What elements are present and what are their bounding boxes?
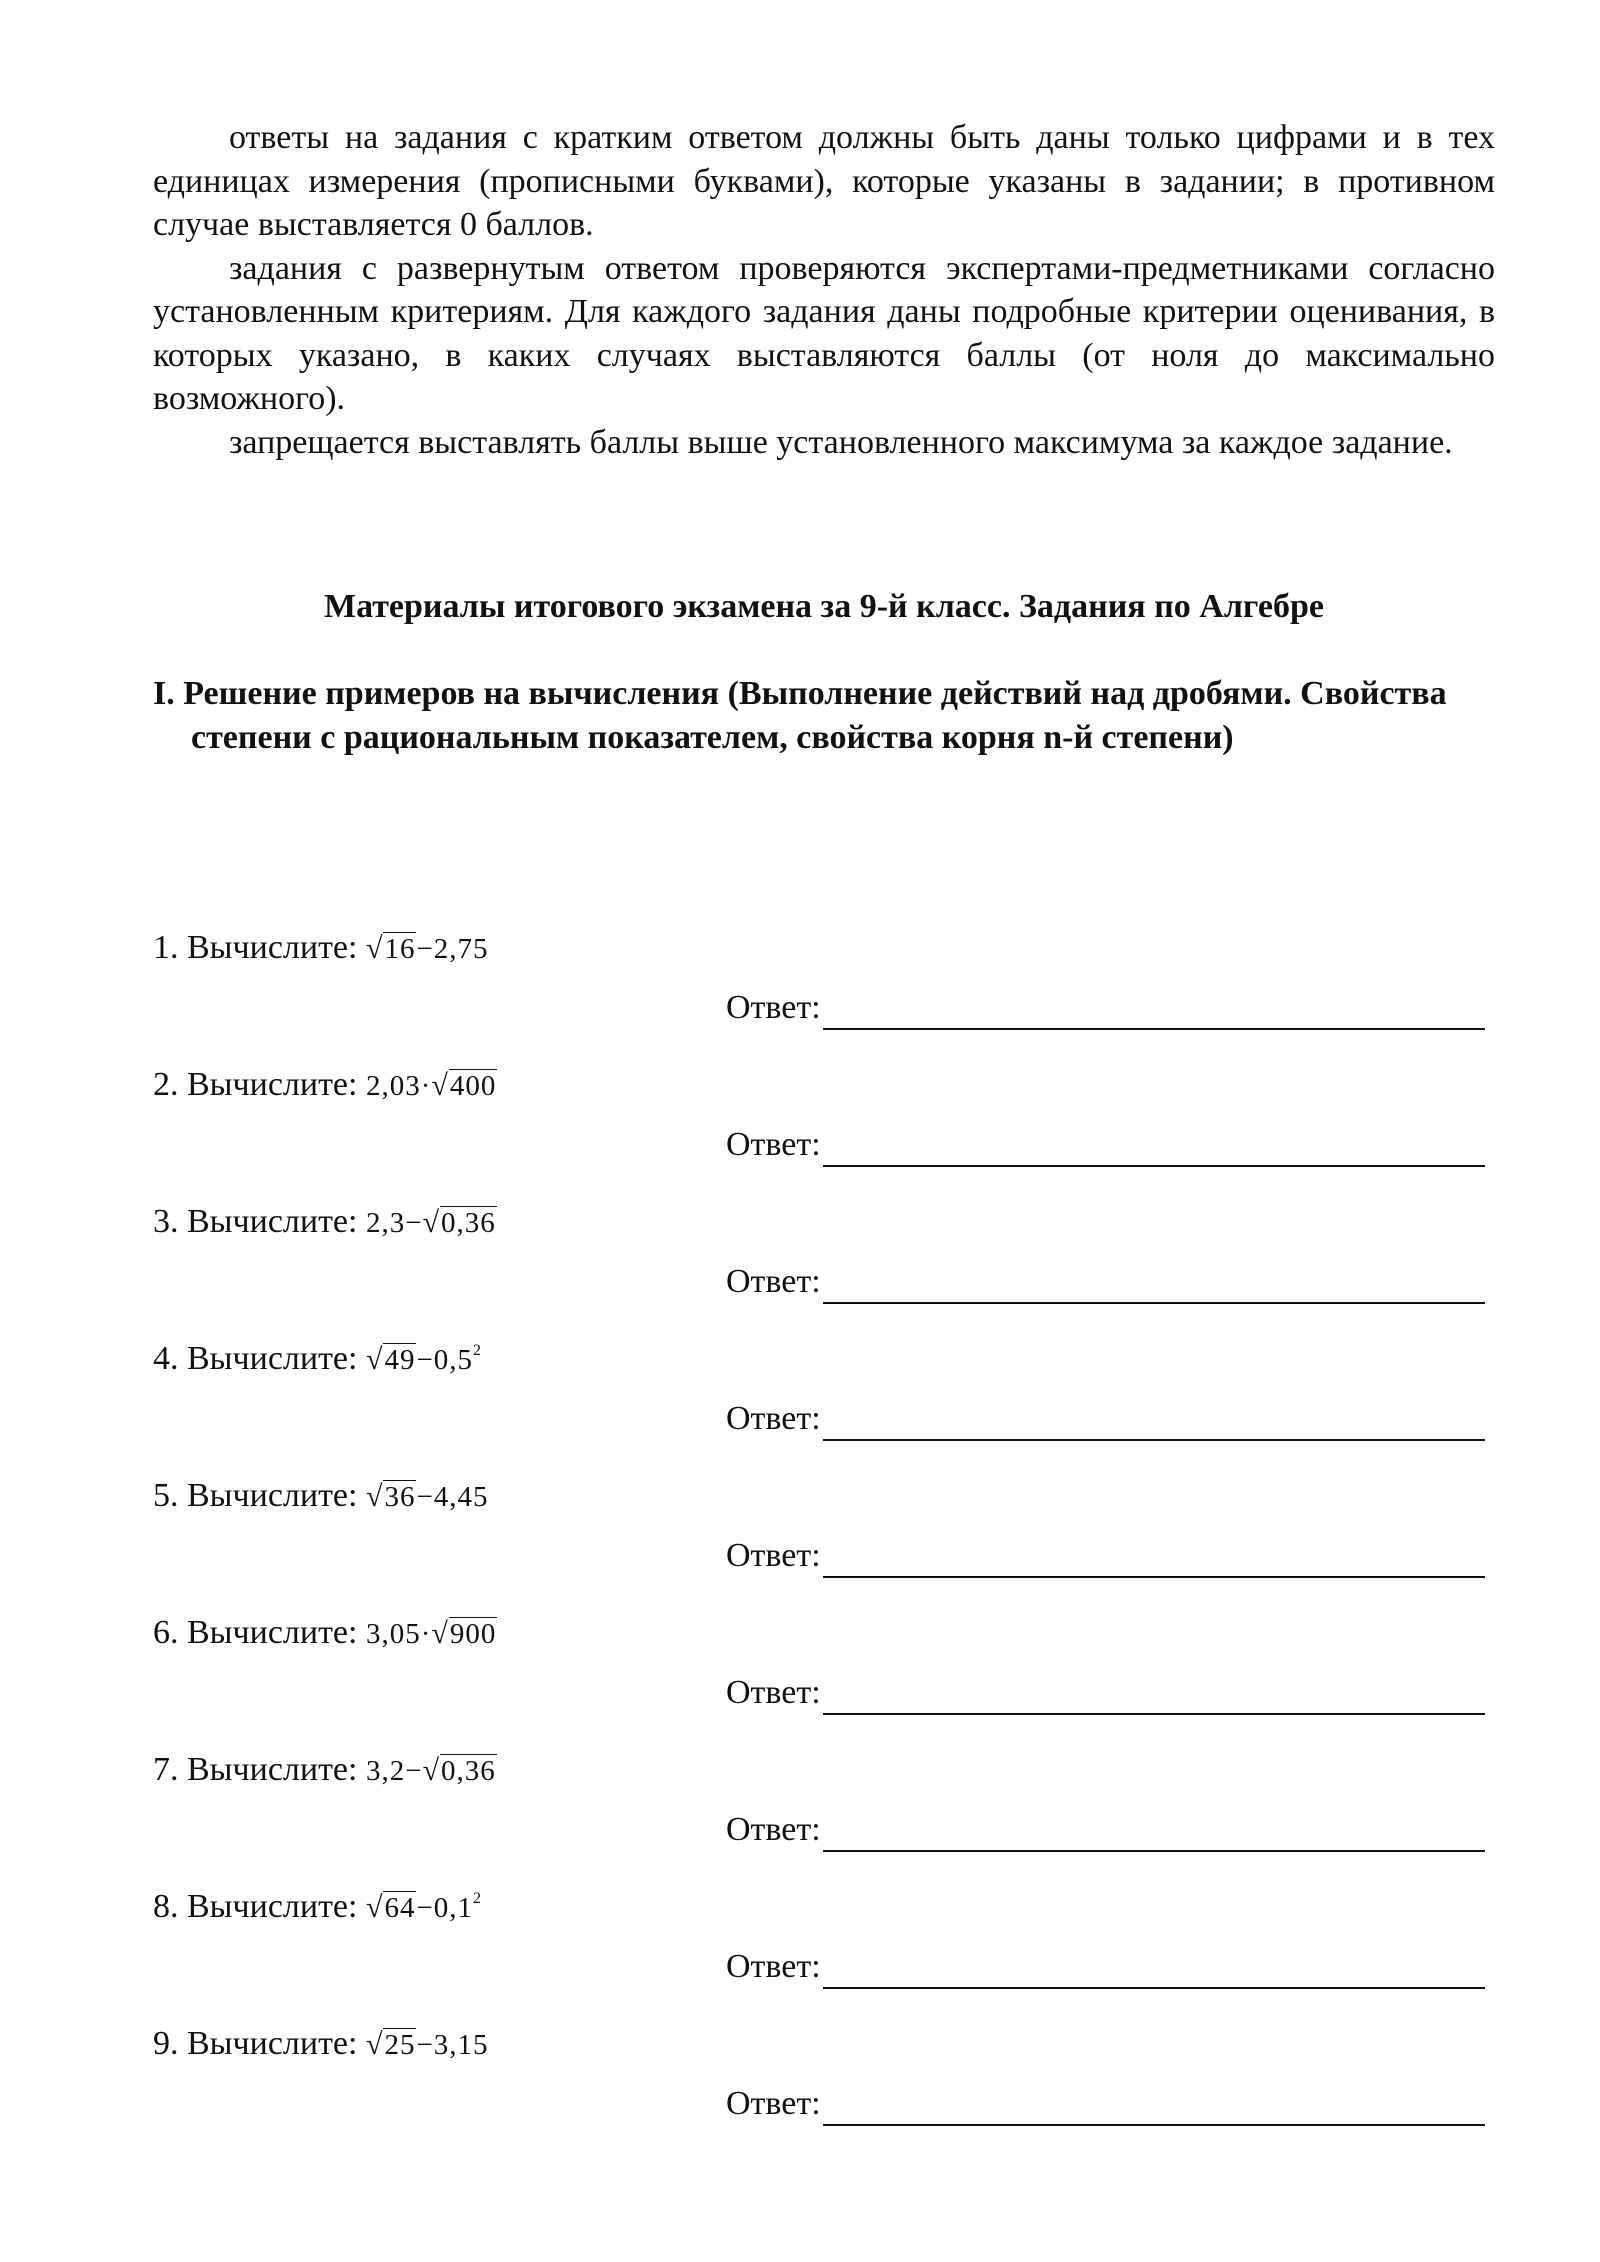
radical-sign-icon: √	[365, 1343, 384, 1376]
answer-blank[interactable]	[823, 1951, 1485, 1989]
square-root	[431, 1612, 497, 1656]
radicand: 16	[384, 933, 416, 965]
answer-label: Ответ:	[726, 1126, 821, 1163]
radical-sign-icon: √	[431, 1617, 449, 1650]
task-label: 9. Вычислите:	[153, 2025, 358, 2062]
radical-sign-icon: √	[365, 1480, 384, 1513]
answer-field	[726, 1397, 1485, 1441]
math-expression	[366, 1481, 489, 1513]
task-question	[153, 1740, 497, 1793]
radicand: 0,36	[441, 1755, 496, 1787]
expr-prefix: 3,05·	[365, 1618, 432, 1650]
task-list	[153, 918, 1495, 2151]
task-question	[153, 2014, 489, 2067]
expr-suffix: −0,5	[416, 1344, 474, 1376]
answer-label: Ответ:	[726, 1263, 821, 1300]
answer-label: Ответ:	[726, 1674, 821, 1711]
answer-field	[726, 1945, 1485, 1989]
exponent: 2	[473, 1342, 483, 1359]
expr-suffix: −2,75	[416, 933, 489, 965]
answer-label: Ответ:	[726, 1537, 821, 1574]
answer-blank[interactable]	[823, 1129, 1485, 1167]
task-label: 4. Вычислите:	[153, 1340, 358, 1377]
expr-suffix: −4,45	[416, 1481, 489, 1513]
answer-label: Ответ:	[726, 1400, 821, 1437]
task-label: 1. Вычислите:	[153, 929, 358, 966]
section-heading: I. Решение примеров на вычисления (Выполнение действий над дробями. Свойства степени с рациональным показателем, свойства корня n-й степени)	[153, 675, 1447, 756]
rule-paragraph-3: запрещается выставлять баллы выше установленного максимума за каждое задание.	[229, 423, 1453, 461]
task-item	[153, 1466, 1495, 1603]
square-root	[366, 2023, 416, 2067]
radical-sign-icon: √	[431, 1069, 449, 1102]
answer-field	[726, 1671, 1485, 1715]
grading-rules	[153, 116, 1495, 464]
square-root	[366, 1886, 416, 1930]
radicand: 0,36	[441, 1207, 496, 1239]
math-expression	[366, 933, 489, 965]
math-expression	[366, 1070, 497, 1102]
task-label: 8. Вычислите:	[153, 1888, 358, 1925]
radicand: 36	[384, 1481, 416, 1513]
radical-sign-icon: √	[422, 1206, 441, 1239]
answer-blank[interactable]	[823, 1540, 1485, 1578]
rule-paragraph-2: задания с развернутым ответом проверяются экспертами-предметниками согласно установленным критериям. Для каждого задания даны подробные критерии оценивания, в которых указано, в каких случаях выставляются баллы (от ноля до максимально возможного).	[153, 249, 1495, 417]
square-root	[423, 1201, 497, 1245]
answer-label: Ответ:	[726, 1948, 821, 1985]
expr-prefix: 2,03·	[365, 1070, 432, 1102]
task-question	[153, 1192, 497, 1245]
answer-label: Ответ:	[726, 989, 821, 1026]
math-expression	[366, 1618, 497, 1650]
math-expression	[366, 1892, 482, 1924]
task-item	[153, 918, 1495, 1055]
task-label: 7. Вычислите:	[153, 1751, 358, 1788]
answer-blank[interactable]	[823, 2088, 1485, 2126]
answer-field	[726, 1123, 1485, 1167]
radical-sign-icon: √	[365, 2028, 384, 2061]
task-item	[153, 2014, 1495, 2151]
expr-prefix: 3,2−	[365, 1755, 423, 1787]
radicand: 900	[449, 1618, 497, 1650]
answer-blank[interactable]	[823, 992, 1485, 1030]
task-item	[153, 1329, 1495, 1466]
square-root	[366, 1338, 416, 1382]
task-question	[153, 1055, 497, 1108]
task-question	[153, 1466, 489, 1519]
answer-blank[interactable]	[823, 1814, 1485, 1852]
math-expression	[366, 1207, 497, 1239]
task-item	[153, 1877, 1495, 2014]
radicand: 25	[384, 2029, 416, 2061]
task-item	[153, 1740, 1495, 1877]
exam-title: Материалы итогового экзамена за 9-й класс. Задания по Алгебре	[323, 588, 1324, 625]
answer-blank[interactable]	[823, 1266, 1485, 1304]
answer-blank[interactable]	[823, 1677, 1485, 1715]
answer-blank[interactable]	[823, 1403, 1485, 1441]
radicand: 400	[449, 1070, 497, 1102]
answer-field	[726, 1260, 1485, 1304]
answer-field	[726, 986, 1485, 1030]
task-question	[153, 918, 489, 971]
square-root	[366, 927, 416, 971]
task-label: 6. Вычислите:	[153, 1614, 358, 1651]
task-label: 5. Вычислите:	[153, 1477, 358, 1514]
radical-sign-icon: √	[422, 1754, 441, 1787]
radical-sign-icon: √	[365, 932, 384, 965]
rule-paragraph-1: ответы на задания с кратким ответом должны быть даны только цифрами и в тех единицах измерения (прописными буквами), которые указаны в задании; в противном случае выставляется 0 баллов.	[153, 119, 1495, 243]
radical-sign-icon: √	[365, 1891, 384, 1924]
answer-field	[726, 2082, 1485, 2126]
task-question	[153, 1603, 497, 1656]
task-label: 2. Вычислите:	[153, 1066, 358, 1103]
math-expression	[366, 1755, 497, 1787]
task-item	[153, 1055, 1495, 1192]
answer-label: Ответ:	[726, 1811, 821, 1848]
square-root	[423, 1749, 497, 1793]
answer-label: Ответ:	[726, 2085, 821, 2122]
radicand: 64	[384, 1892, 416, 1924]
answer-field	[726, 1808, 1485, 1852]
exponent: 2	[473, 1890, 483, 1907]
math-expression	[366, 2029, 489, 2061]
square-root	[366, 1475, 416, 1519]
expr-suffix: −3,15	[416, 2029, 489, 2061]
task-label: 3. Вычислите:	[153, 1203, 358, 1240]
task-item	[153, 1603, 1495, 1740]
task-question	[153, 1329, 482, 1382]
task-item	[153, 1192, 1495, 1329]
expr-suffix: −0,1	[416, 1892, 474, 1924]
math-expression	[366, 1344, 482, 1376]
task-question	[153, 1877, 482, 1930]
expr-prefix: 2,3−	[365, 1207, 423, 1239]
radicand: 49	[384, 1344, 416, 1376]
square-root	[431, 1064, 497, 1108]
answer-field	[726, 1534, 1485, 1578]
